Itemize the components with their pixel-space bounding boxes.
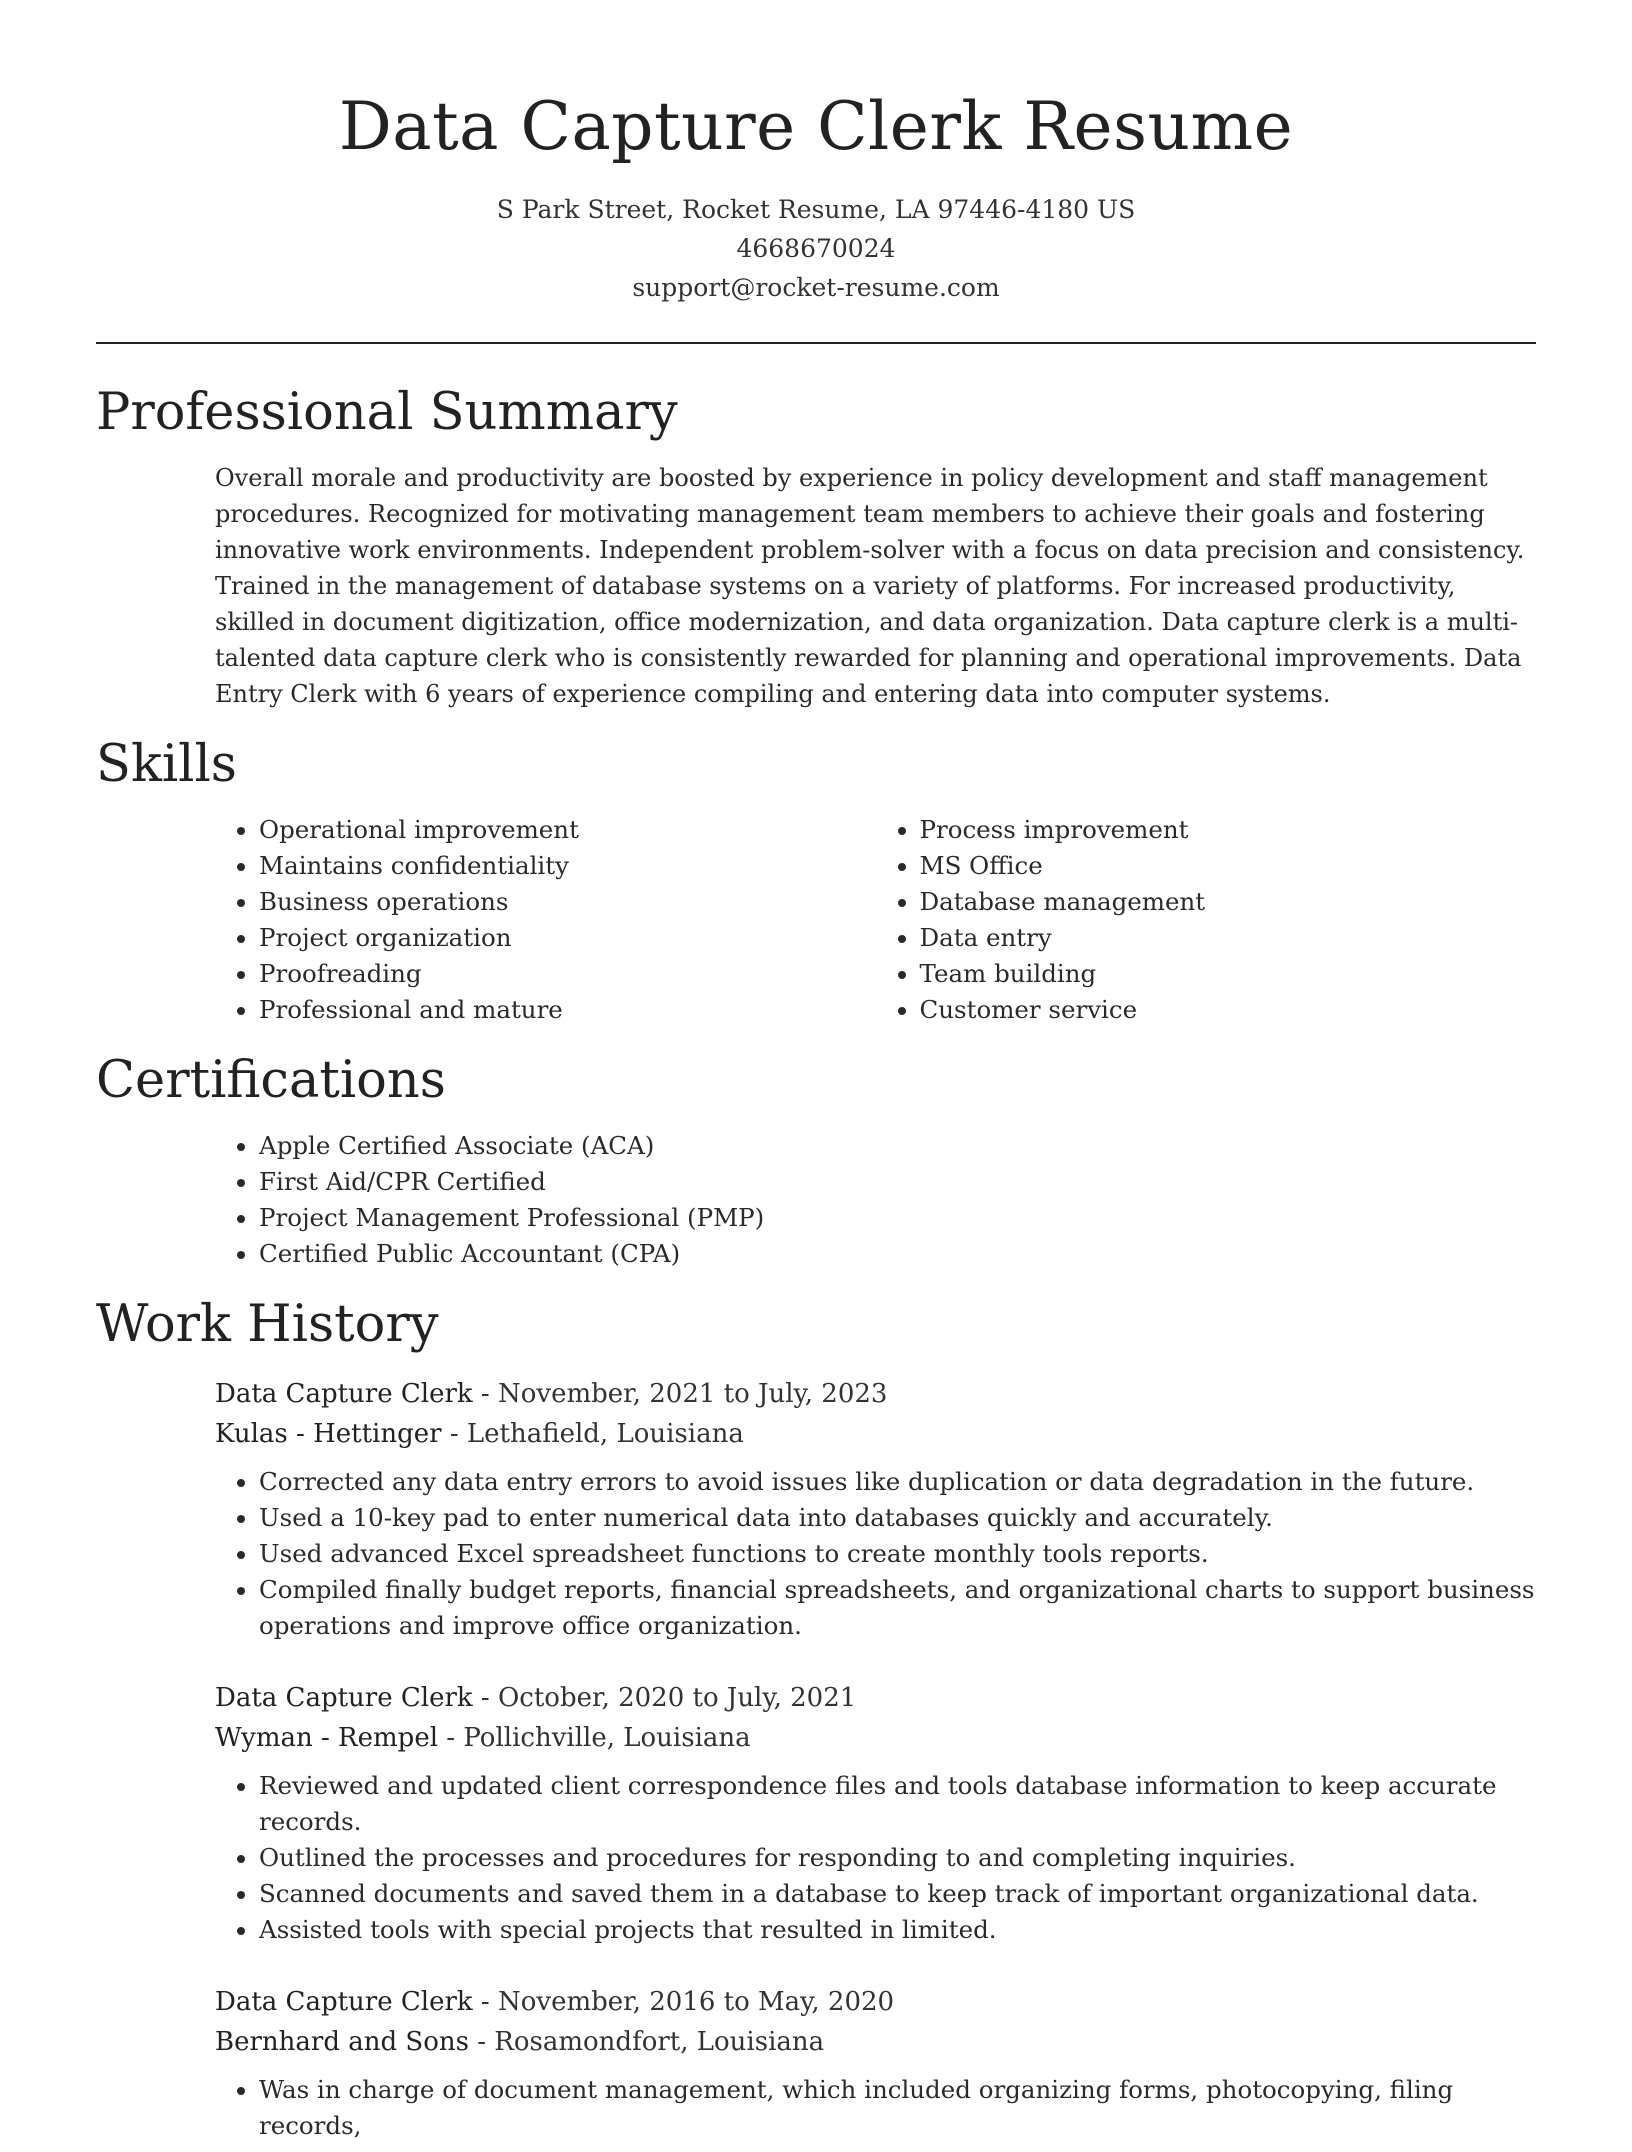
certification-item: • First Aid/CPR Certified xyxy=(259,1164,1536,1200)
job-bullet: • Used advanced Excel spreadsheet functions to create monthly tools reports. xyxy=(259,1536,1536,1572)
job-bullet: • Scanned documents and saved them in a database to keep track of important organizational data. xyxy=(259,1876,1536,1912)
job-company-line: Wyman - Rempel - Pollichville, Louisiana xyxy=(215,1723,751,1753)
skill-item: • Business operations xyxy=(259,884,876,920)
job-bullets xyxy=(215,2072,1536,2144)
job-dates: November, 2016 to May, 2020 xyxy=(497,1987,895,2017)
job-title-line: Data Capture Clerk - October, 2020 to July, 2021 xyxy=(215,1683,857,1713)
job-bullets xyxy=(215,1464,1536,1644)
job-bullet: • Compiled finally budget reports, financial spreadsheets, and organizational charts to support business operations and improve office organization. xyxy=(259,1572,1536,1644)
skill-item: • MS Office xyxy=(920,848,1537,884)
job-company-line: Kulas - Hettinger - Lethafield, Louisiana xyxy=(215,1419,744,1449)
job-company: Kulas - Hettinger xyxy=(215,1419,442,1449)
job-bullet: • Assisted tools with special projects that resulted in limited. xyxy=(259,1912,1536,1948)
skill-item: • Maintains confidentiality xyxy=(259,848,876,884)
certifications-block xyxy=(215,1128,1536,1272)
skills-columns xyxy=(215,812,1536,1028)
certification-item: • Project Management Professional (PMP) xyxy=(259,1200,1536,1236)
job-title: Data Capture Clerk xyxy=(215,1987,473,2017)
job-company: Bernhard and Sons xyxy=(215,2027,469,2057)
job-bullet: • Was in charge of document management, which included organizing forms, photocopying, filing records, xyxy=(259,2072,1536,2144)
skill-item: • Operational improvement xyxy=(259,812,876,848)
job-entry xyxy=(215,1982,1536,2144)
skill-item: • Proofreading xyxy=(259,956,876,992)
certification-item: • Apple Certified Associate (ACA) xyxy=(259,1128,1536,1164)
professional-summary-section xyxy=(96,378,1536,712)
section-heading-skills: Skills xyxy=(96,735,237,794)
job-company-line: Bernhard and Sons - Rosamondfort, Louisiana xyxy=(215,2027,825,2057)
job-location: Lethafield, Louisiana xyxy=(466,1419,744,1449)
job-title: Data Capture Clerk xyxy=(215,1379,473,1409)
job-dates: November, 2021 to July, 2023 xyxy=(497,1379,888,1409)
job-entry xyxy=(215,1678,1536,1948)
contact-address: S Park Street, Rocket Resume, LA 97446-4180 US xyxy=(496,195,1136,224)
contact-phone: 4668670024 xyxy=(736,234,896,263)
resume-content xyxy=(96,378,1536,2152)
job-bullet: • Outlined the processes and procedures for responding to and completing inquiries. xyxy=(259,1840,1536,1876)
resume-header xyxy=(0,0,1632,307)
skill-item: • Professional and mature xyxy=(259,992,876,1028)
job-location: Rosamondfort, Louisiana xyxy=(494,2027,825,2057)
skills-list-left xyxy=(215,812,876,1028)
job-dates: October, 2020 to July, 2021 xyxy=(497,1683,857,1713)
job-bullet: • Corrected any data entry errors to avoid issues like duplication or data degradation in the future. xyxy=(259,1464,1536,1500)
job-company: Wyman - Rempel xyxy=(215,1723,439,1753)
work-history-section xyxy=(96,1290,1536,2144)
summary-text: Overall morale and productivity are boosted by experience in policy development and staff management procedures. Recognized for motivating management team members to achieve their goals and fostering innovative work environments. Independent problem-solver with a focus on data precision and consistency. Trained in the management of database systems on a variety of platforms. For increased productivity, skilled in document digitization, office modernization, and data organization. Data capture clerk is a multi-talented data capture clerk who is consistently rewarded for planning and operational improvements. Data Entry Clerk with 6 years of experience compiling and entering data into computer systems. xyxy=(215,464,1525,708)
contact-block xyxy=(0,190,1632,307)
section-heading-work-history: Work History xyxy=(96,1295,439,1354)
skill-item: • Project organization xyxy=(259,920,876,956)
certifications-list xyxy=(215,1128,1536,1272)
job-location: Pollichville, Louisiana xyxy=(463,1723,751,1753)
skills-list-right xyxy=(876,812,1537,1028)
header-divider xyxy=(96,342,1536,344)
job-title-line: Data Capture Clerk - November, 2021 to July, 2023 xyxy=(215,1379,888,1409)
job-bullet: • Reviewed and updated client correspondence files and tools database information to keep accurate records. xyxy=(259,1768,1536,1840)
skill-item: • Data entry xyxy=(920,920,1537,956)
job-entry xyxy=(215,1374,1536,1644)
contact-email: support@rocket-resume.com xyxy=(632,273,1000,302)
job-bullet: • Used a 10-key pad to enter numerical data into databases quickly and accurately. xyxy=(259,1500,1536,1536)
job-title: Data Capture Clerk xyxy=(215,1683,473,1713)
job-title-line: Data Capture Clerk - November, 2016 to May, 2020 xyxy=(215,1987,895,2017)
job-bullets xyxy=(215,1768,1536,1948)
certifications-section xyxy=(96,1046,1536,1272)
resume-title: Data Capture Clerk Resume xyxy=(338,88,1294,165)
skill-item: • Team building xyxy=(920,956,1537,992)
certification-item: • Certified Public Accountant (CPA) xyxy=(259,1236,1536,1272)
section-heading-certifications: Certifications xyxy=(96,1051,446,1110)
skill-item: • Process improvement xyxy=(920,812,1537,848)
skills-section xyxy=(96,730,1536,1028)
skill-item: • Customer service xyxy=(920,992,1537,1028)
section-heading-summary: Professional Summary xyxy=(96,383,678,442)
skill-item: • Database management xyxy=(920,884,1537,920)
